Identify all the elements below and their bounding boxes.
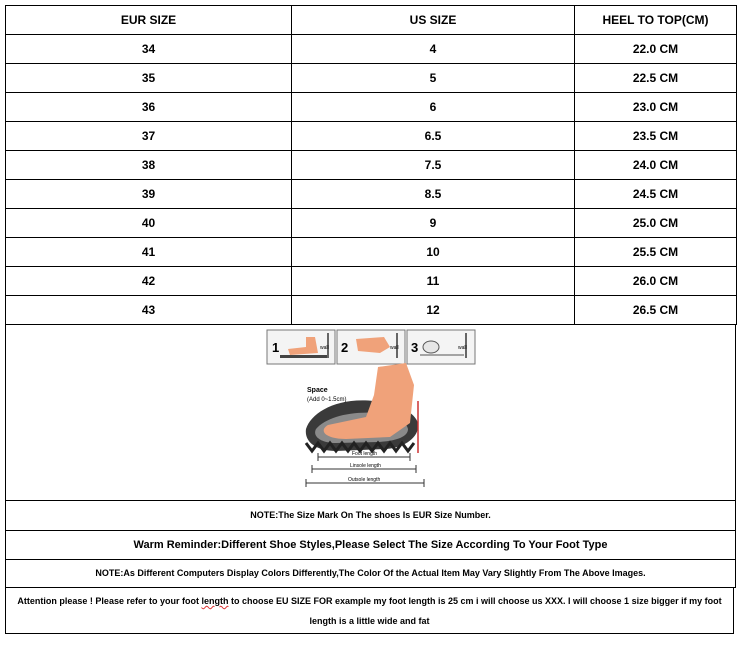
step-number-3: 3: [411, 340, 419, 355]
us-cell: 8.5: [292, 180, 575, 209]
attention-note: [5, 588, 734, 634]
eur-cell: 36: [6, 93, 292, 122]
us-cell: 5: [292, 64, 575, 93]
eur-cell: 43: [6, 296, 292, 325]
step-number-1: 1: [272, 340, 280, 355]
us-cell: 10: [292, 238, 575, 267]
eur-cell: 34: [6, 35, 292, 64]
eur-cell: 42: [6, 267, 292, 296]
table-row: [6, 267, 737, 296]
eur-cell: 39: [6, 180, 292, 209]
eur-cell: 37: [6, 122, 292, 151]
heel-cell: 23.0 CM: [575, 93, 737, 122]
attention-text-c: to choose EU SIZE FOR example my foot length is 25 cm i will choose us XXX. I will choose 1 size bigger if my foot: [228, 596, 722, 606]
header-us-size: US SIZE: [292, 6, 575, 35]
note-size-mark: NOTE:The Size Mark On The shoes Is EUR Size Number.: [5, 501, 736, 531]
table-row: [6, 296, 737, 325]
insole-length-label: Linsole length: [350, 463, 381, 469]
table-row: [6, 151, 737, 180]
us-cell: 6: [292, 93, 575, 122]
step-panel-2: [337, 330, 405, 364]
table-row: [6, 35, 737, 64]
eur-cell: 35: [6, 64, 292, 93]
table-row: [6, 209, 737, 238]
us-cell: 6.5: [292, 122, 575, 151]
heel-cell: 25.5 CM: [575, 238, 737, 267]
us-cell: 9: [292, 209, 575, 238]
foot-measure-diagram: [6, 325, 735, 500]
heel-cell: 24.0 CM: [575, 151, 737, 180]
warm-reminder: Warm Reminder:Different Shoe Styles,Please Select The Size According To Your Foot Type: [5, 531, 736, 560]
heel-cell: 23.5 CM: [575, 122, 737, 151]
space-label: Space: [307, 387, 328, 394]
us-cell: 4: [292, 35, 575, 64]
heel-cell: 26.5 CM: [575, 296, 737, 325]
table-row: [6, 122, 737, 151]
attention-text-d: length is a little wide and fat: [309, 616, 430, 626]
wall-label-1: wall: [320, 345, 329, 351]
size-chart-sheet: [5, 5, 736, 634]
wall-label-3: wall: [458, 345, 467, 351]
eur-cell: 38: [6, 151, 292, 180]
header-heel-to-top: HEEL TO TOP(CM): [575, 6, 737, 35]
heel-cell: 22.5 CM: [575, 64, 737, 93]
eur-cell: 40: [6, 209, 292, 238]
heel-cell: 26.0 CM: [575, 267, 737, 296]
step-panel-1: [267, 330, 335, 364]
space-add-label: (Add 0~1.5cm): [307, 397, 347, 403]
header-eur-size: EUR SIZE: [6, 6, 292, 35]
step-panel-3: [407, 330, 475, 364]
table-row: [6, 64, 737, 93]
size-table: [5, 5, 737, 325]
table-row: [6, 238, 737, 267]
attention-text-b: length: [201, 596, 229, 606]
note-colors: NOTE:As Different Computers Display Colors Differently,The Color Of the Actual Item May Vary Slightly From The Above Images.: [5, 560, 736, 588]
step-number-2: 2: [341, 340, 349, 355]
us-cell: 7.5: [292, 151, 575, 180]
us-cell: 11: [292, 267, 575, 296]
shoe-foot-illustration: [306, 363, 418, 453]
table-row: [6, 93, 737, 122]
us-cell: 12: [292, 296, 575, 325]
table-header-row: [6, 6, 737, 35]
outsole-length-label: Outsole length: [348, 477, 381, 483]
attention-text-a: Attention please ! Please refer to your foot: [17, 596, 202, 606]
heel-cell: 22.0 CM: [575, 35, 737, 64]
wall-label-2: wall: [390, 345, 399, 351]
foot-length-label: Foot length: [352, 451, 378, 457]
heel-cell: 25.0 CM: [575, 209, 737, 238]
heel-cell: 24.5 CM: [575, 180, 737, 209]
eur-cell: 41: [6, 238, 292, 267]
table-row: [6, 180, 737, 209]
measurement-illustration: [5, 325, 736, 501]
